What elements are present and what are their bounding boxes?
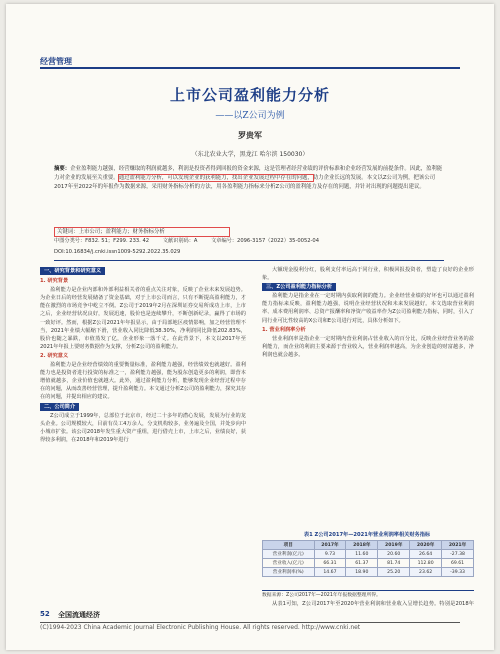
article-title: 上市公司盈利能力分析 [169,86,330,104]
copyright: (C)1994-2023 China Academic Journal Electronic Publishing House. All rights reserved. http://www.cnki.net [40,624,361,631]
journal-page [6,4,494,650]
abstract-text-2: 助力企业长远的发展。本文以Z公司为例，把该公司2017年至2022年的年报作为数据来源，采用财务指标分析的方法，用各盈利能力指标来分析Z公司的盈利能力及存在的问题，并针对出现的问题提出建议。 [54,175,436,191]
table-row [263,568,474,577]
table-cell: -27.38 [442,550,474,559]
data-table [262,540,474,577]
table-cell: 69.61 [442,559,474,568]
paragraph: 盈利能力是企业内部和外部利益相关者的重点关注对象，反映了企业未来发展趋势。为企业日后的经营发展储备了资金基础，对于上市公司而言，只有不断提高盈利能力，才能在激烈的市场竞争中屹立不倒。Z公司于2019年2月在深圳证券交易所成功上市，上市之后，企业经营状况良好，发展迅速，股价也是连续攀升，不断创新纪录，赢得了市场的一致好评。然而，根据Z公司2021年年报显示，由于局部地区疫情影响，加之经营管理不当，2021年业绩大幅缩下滑，营业收入同比降低38.30%，净利润同比降低202.83%，股价也随之暴跌，市值蒸发了亿，企业形象一落千丈。在此背景下，本文以2017年至2021年年报上要财务数据作为支撑，分析Z公司的盈利能力。 [40,287,246,350]
table-cell: 营业收入(亿元) [263,559,315,568]
table-cell: 2020年 [410,541,442,550]
heading-operating-margin: 1. 营业利润率分析 [262,326,306,333]
table-cell: 2018年 [346,541,378,550]
heading-research-significance: 2. 研究意义 [40,352,69,359]
section-label: 经营管理 [40,57,72,66]
table-cell: 11.60 [346,550,378,559]
paragraph: 从表1可知，Z公司2017年至2020年营业利润和营业收入呈增长趋势。特别是2018年 [272,601,474,607]
heading-company-profile: 二、公司简介 [40,403,79,411]
meta-line [54,237,444,245]
heading-profitability-analysis: 三、Z公司盈利能力指标分析 [262,283,336,291]
table-cell: 66.31 [314,559,346,568]
table-row [263,559,474,568]
paragraph: 营业利润率是指企业一定时期内营业利润占营业收入的百分比，反映企业经营业务的盈利能力，而企业的利润主要来源于营业收入，营业利润率越高，为企业创造的财富越多，净利润也就会越多。 [262,335,474,358]
table-cell: 81.74 [378,559,410,568]
divider [54,260,444,261]
table-cell: 营业利润率(%) [263,568,315,577]
table-cell: 112.80 [410,559,442,568]
table-source: 数据来源：Z公司2017年—2021年年报数据整理所得。 [262,590,474,598]
table-cell: 项目 [263,541,315,550]
table-cell: 2017年 [314,541,346,550]
table-cell: 26.64 [410,550,442,559]
table-row [263,550,474,559]
abstract-highlight: 通过盈利能力分析，可以发现企业的获利能力，找出企业发展过程中存在的问题， [118,175,313,182]
abstract-label: 摘要： [54,166,71,172]
clc-number: 中图分类号：F832. 51；F299. 233. 42 [54,238,150,244]
table-cell: 23.62 [410,568,442,577]
article-subtitle: ——以Z公司为例 [215,111,285,121]
table-title: 表1 Z公司2017年—2021年营业利润率相关财务指标 [303,532,431,538]
journal-name: 全国流通经济 [58,611,100,619]
affiliation: （东北农业大学，黑龙江 哈尔滨 150030） [191,151,309,158]
left-column [40,266,246,444]
heading-research-background: 1. 研究背景 [40,278,69,285]
article-number: 文章编号：2096-3157（2022）35-0052-04 [211,238,320,244]
document-code: 文献识别码：A [162,238,198,244]
table-cell: 2021年 [442,541,474,550]
table-cell: -39.33 [442,568,474,577]
header-rule [40,67,460,69]
heading-background: 一、研究背景和研究意义 [40,267,105,275]
page-number: 52 [40,610,50,618]
keywords: 关键词：上市公司；盈利能力；财务指标分析 [54,227,230,237]
table-cell: 61.37 [346,559,378,568]
abstract [54,165,446,193]
paragraph: 盈利能力是指企业在一定时期内获取利润的能力。企业经营业绩的好坏也可以通过盈利能力指标来反映，盈利能力越强，说明企业经营状况和未来发展越好。本文选取营业利润率、成本费用利润率、总资产报酬率和净资产收益率作为Z公司盈利能力指标，同时，引入了同行业可比性较高的X公司和E公司进行对比，具体分析如下。 [262,293,474,324]
table-cell: 营业利润(亿元) [263,550,315,559]
table-cell: 2019年 [378,541,410,550]
table-cell: 18.90 [346,568,378,577]
table-cell: 20.60 [378,550,410,559]
right-column [262,266,474,359]
table-cell: 9.73 [314,550,346,559]
paragraph: 盈利能力是企业经营绩效的重要衡量标准，盈利能力越强，经营绩效也就越好。盈利能力也是投资者进行投资的标准之一，盈利能力越强，能为股东创造更多的利润，即营本增值就越多，企业价值也就越大。此外，通过盈利能力分析，能够发现企业经营过程中存在的问题，从而改善经营管理，提升盈利能力。本文通过分析Z公司的盈利能力，探究其存在的问题，并提出相应的建议。 [40,362,246,401]
footer-rule [40,622,460,623]
table-cell: 14.67 [314,568,346,577]
paragraph: Z公司成立于1999年，总部位于北京市，经过二十多年的潜心发展，发展为行业的龙头企业。公司规模较大，目前有员工4万余人，分支机构较多，业务遍及全国，并处步向中小城市扩张。该公司2018年发生重大资产重组，进行借壳上市，上市之后，业绩良好，获得较多利润，在2018年和2019年进行 [40,412,246,443]
table-cell: 25.20 [378,568,410,577]
table-row [263,541,474,550]
abstract-text-1: 企业盈利能力越强，经营赚取的利润就越多，利润是投资者得到回报的资金来源，这是管理者经营业绩的评价标准和企业经营发展的前提条件。因此，盈利能力对企业的发展至关重要。 [54,166,443,182]
paragraph: 大额现金股利分红，股利支付率远高于同行业，积极回报投资者，塑造了良好的企业形象。 [262,267,474,282]
doi: DOI:10.16834/j.cnki.issn1009-5292.2022.35.029 [54,249,181,255]
author-name: 罗贵军 [238,131,262,140]
right-column-tail [262,600,474,608]
